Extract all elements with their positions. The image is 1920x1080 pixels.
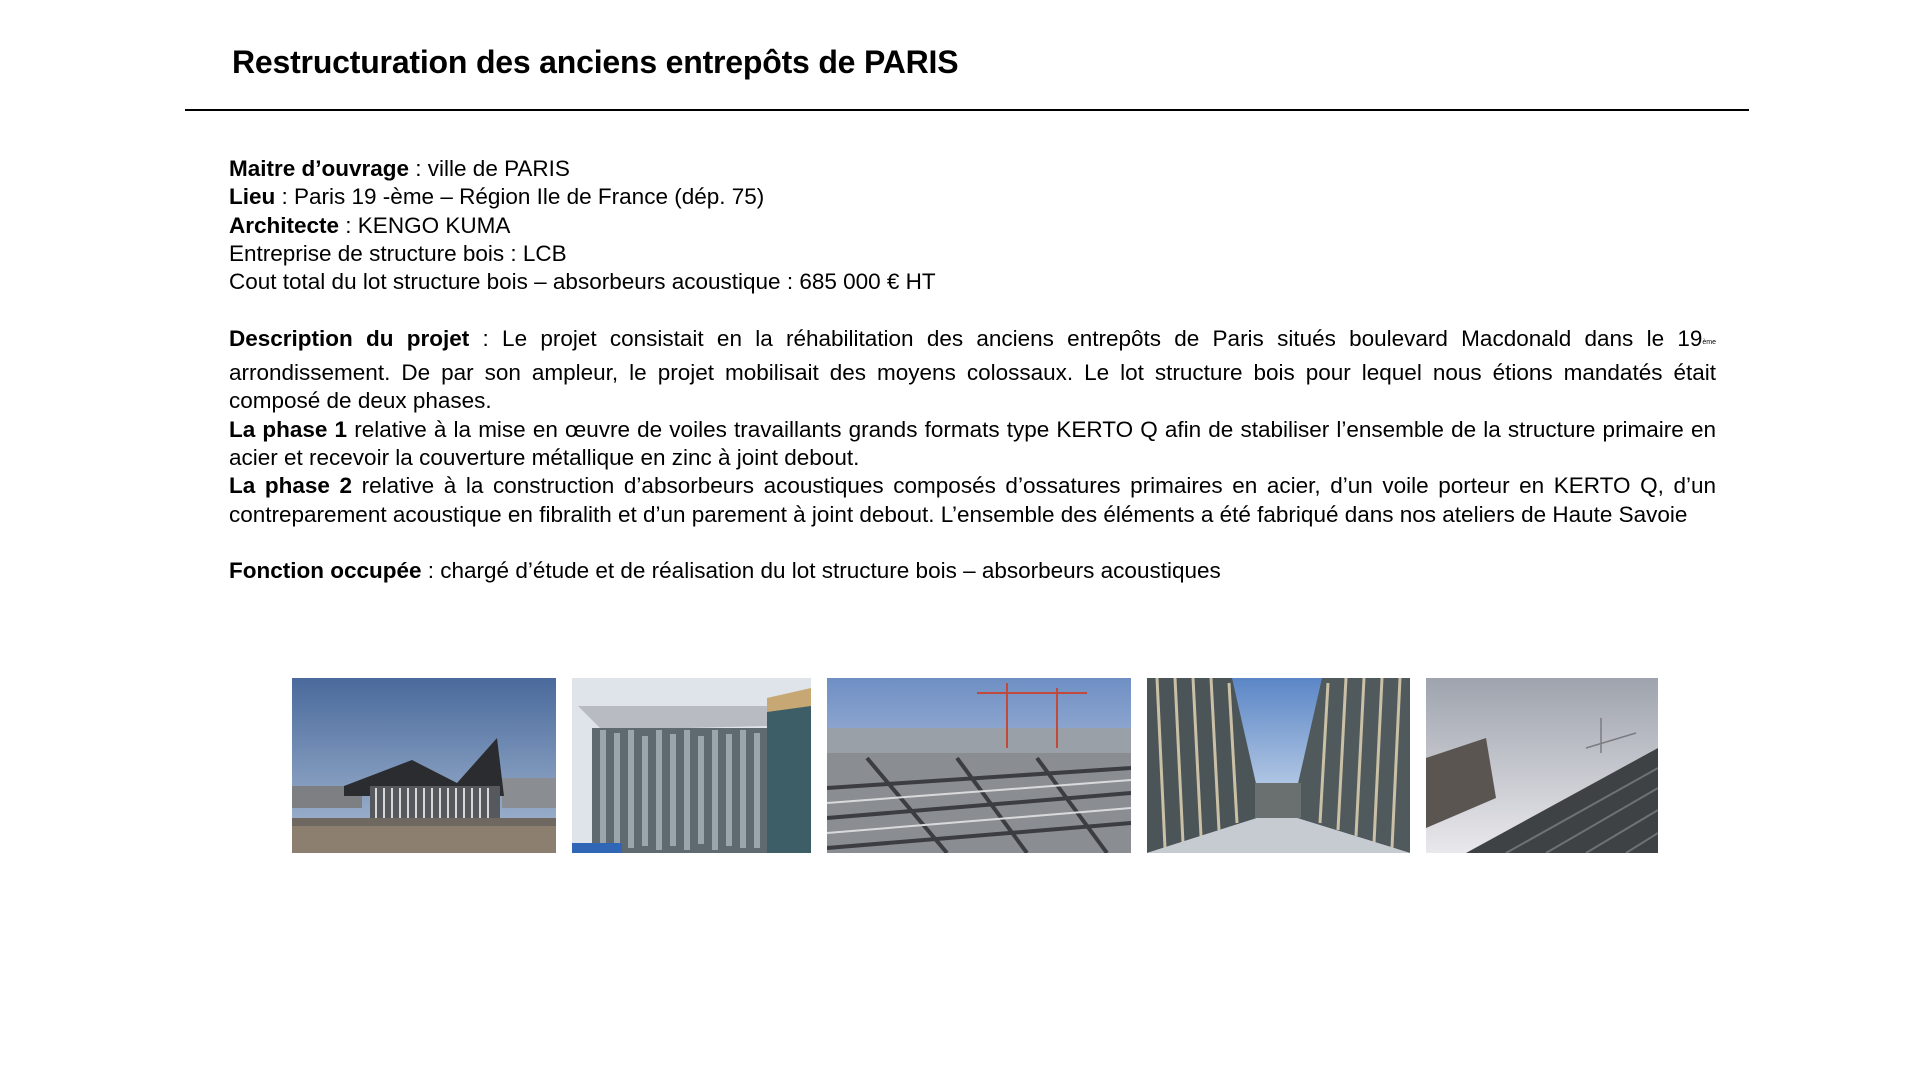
description-label: Description du projet <box>229 325 470 351</box>
entreprise-line: Entreprise de structure bois : LCB <box>229 240 567 266</box>
phase-1-paragraph <box>229 416 1716 473</box>
maitre-ouvrage-label: Maitre d’ouvrage <box>229 156 410 181</box>
description-superscript: ème <box>1702 338 1716 346</box>
phase-2-text: relative à la construction d’absorbeurs acoustiques composés d’ossatures primaires en acier, d’un voile porteur en KERTO Q, d’un contreparement acoustique en fibralith et d’un parement à joint debout. L’ensemble des éléments a été fabriqué dans nos ateliers de Haute Savoie <box>229 473 1716 527</box>
project-photo-3 <box>827 678 1131 853</box>
phase-1-label: La phase 1 <box>229 416 348 442</box>
project-photo-1 <box>292 678 556 853</box>
project-photo-2 <box>572 678 811 853</box>
architecte-line <box>229 212 1716 240</box>
lieu-label: Lieu <box>229 184 276 210</box>
architecte-value: : KENGO KUMA <box>339 212 511 238</box>
phase-1-text: relative à la mise en œuvre de voiles travaillants grands formats type KERTO Q afin de stabiliser l’ensemble de la structure primaire en acier et recevoir la couverture métallique en zinc à joint debout. <box>229 416 1716 470</box>
description-text: : Le projet consistait en la réhabilitation des anciens entrepôts de Paris situés boulevard Macdonald dans le 19 <box>469 325 1703 351</box>
description-paragraph <box>229 325 1716 416</box>
architecte-label: Architecte <box>229 212 340 238</box>
maitre-ouvrage-line <box>229 155 1716 183</box>
phase-2-label: La phase 2 <box>229 473 353 499</box>
fonction-label: Fonction occupée <box>229 558 422 584</box>
fonction-line <box>229 557 1716 585</box>
title-divider <box>185 109 1749 111</box>
lieu-line <box>229 183 1716 211</box>
lieu-value: : Paris 19 -ème – Région Ile de France (dép. 75) <box>275 184 765 210</box>
cout-line: Cout total du lot structure bois – absorbeurs acoustique : 685 000 € HT <box>229 269 936 295</box>
description-text-continued: arrondissement. De par son ampleur, le projet mobilisait des moyens colossaux. Le lot structure bois pour lequel nous étions mandatés était composé de deux phases. <box>229 360 1716 414</box>
project-content <box>229 155 1716 585</box>
phase-2-paragraph <box>229 472 1716 529</box>
fonction-text: : chargé d’étude et de réalisation du lot structure bois – absorbeurs acoustiques <box>421 558 1221 584</box>
project-photo-4 <box>1147 678 1410 853</box>
maitre-ouvrage-value: : ville de PARIS <box>409 156 570 181</box>
page-title: Restructuration des anciens entrepôts de PARIS <box>232 44 959 80</box>
project-photo-5 <box>1426 678 1658 853</box>
